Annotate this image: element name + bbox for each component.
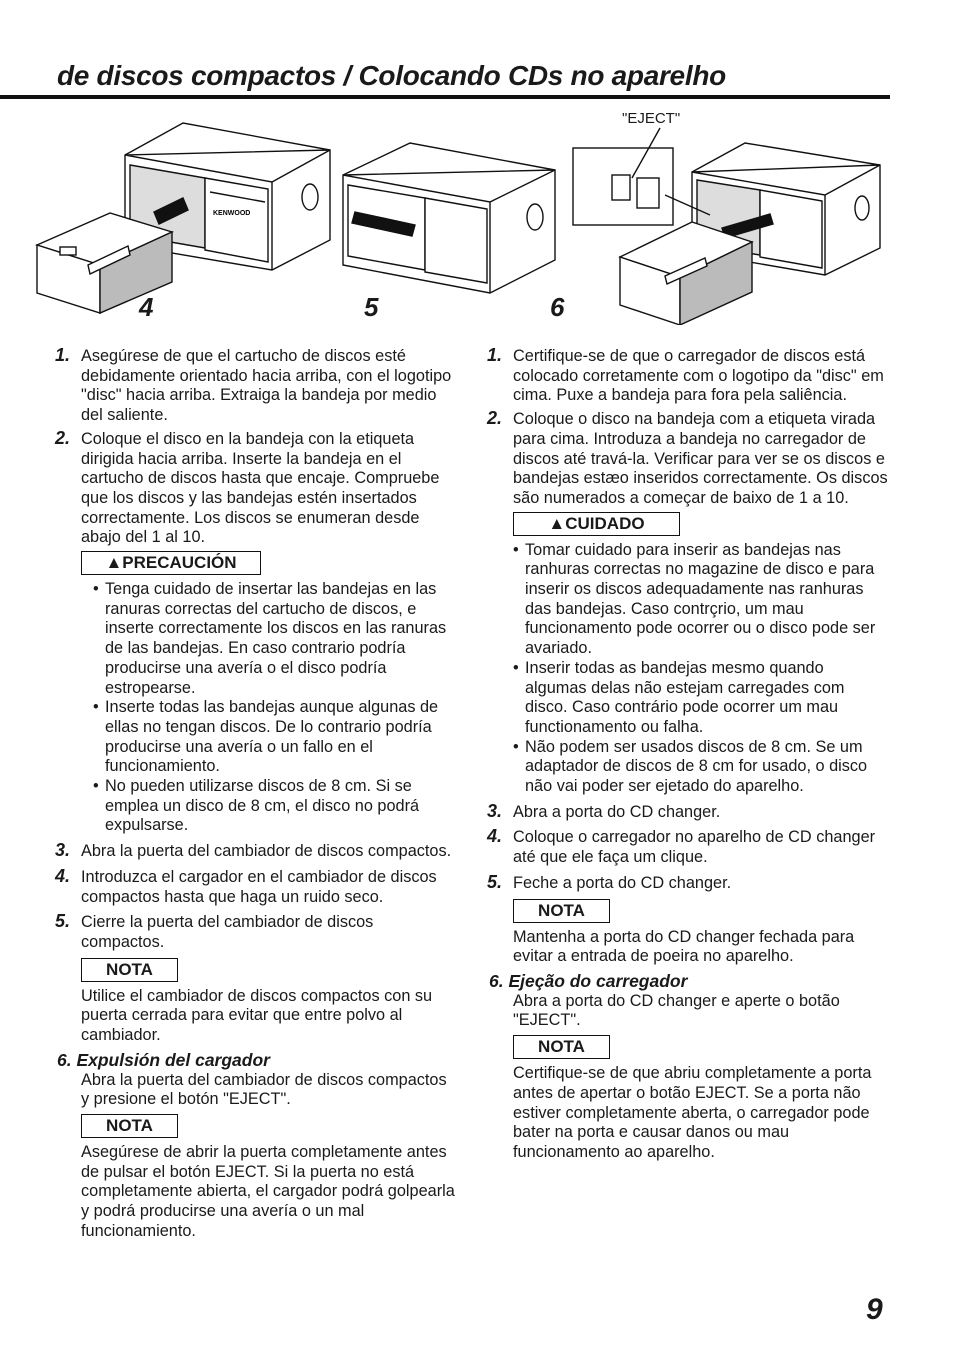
note-text: Mantenha a porta do CD changer fechada para evitar a entrada de poeira no aparelho. xyxy=(513,927,855,966)
list-item: 3. Abra la puerta del cambiador de discos compactos. xyxy=(55,840,452,861)
section-heading: 6. Ejeção do carregador xyxy=(489,970,688,991)
page-number: 9 xyxy=(866,1293,883,1326)
caution-bullet: • Tomar cuidado para inserir as bandejas nas ranhuras correctas no magazine de disco e para inserir os discos adequadamente nas ranhuras das bandejas. Caso contrçrio, um mau funcionamento pode ocorrer ou o disco pode ser avariado. xyxy=(513,540,876,658)
caution-bullet: • No pueden utilizarse discos de 8 cm. Si se emplea un disco de 8 cm, el disco no podrá expulsarse. xyxy=(93,777,420,835)
note-text: Certifique-se de que abriu completamente a porta antes de apertar o botão EJECT. Se a porta não estiver completamente aberta, o carregador pode bater na porta e causar danos ou mau funcionamento ao aparelho. xyxy=(513,1064,872,1161)
step-6-label: 6 xyxy=(550,292,565,322)
list-item: 1. Asegúrese de que el cartucho de discos esté debidamente orientado hacia arriba, con el logotipo "disc" hacia arriba. Extraiga la bandeja por medio del saliente. xyxy=(55,345,452,425)
eject-label: "EJECT" xyxy=(622,110,681,127)
note-box: NOTA xyxy=(513,1035,610,1059)
section-text: Abra la puerta del cambiador de discos compactos y presione el botón "EJECT". xyxy=(81,1070,447,1109)
list-item: 2. Coloque el disco en la bandeja con la etiqueta dirigida hacia arriba. Inserte la bandeja en el cartucho de discos hasta que encaje. Compruebe que los discos y las bandejas estén insertados correctamente. Los discos se enumeran desde abajo del 1 al 10. xyxy=(55,427,440,547)
list-item: 4. Coloque o carregador no aparelho de CD changer até que ele faça um clique. xyxy=(487,826,876,867)
title-rule xyxy=(0,95,890,99)
section-heading: 6. Expulsión del cargador xyxy=(57,1049,270,1070)
list-item: 3. Abra a porta do CD changer. xyxy=(487,800,721,821)
note-box: NOTA xyxy=(81,1114,178,1138)
section-text: Abra a porta do CD changer e aperte o botão "EJECT". xyxy=(513,991,840,1030)
portuguese-column xyxy=(489,347,889,1163)
list-item: 4. Introduzca el cargador en el cambiador de discos compactos hasta que haga un ruido seco. xyxy=(55,865,437,906)
note-box: NOTA xyxy=(81,958,178,982)
step-4-label: 4 xyxy=(139,292,154,322)
note-text: Utilice el cambiador de discos compactos con su puerta cerrada para evitar que entre polvo al cambiador. xyxy=(81,986,433,1045)
caution-box: ▲PRECAUCIÓN xyxy=(81,551,261,575)
caution-box: ▲CUIDADO xyxy=(513,512,680,536)
caution-bullet: • Inserir todas as bandejas mesmo quando algumas delas não estejam carregades com disco. Caso contrário pode ocorrer um mau functionamento ou falha. xyxy=(513,658,845,736)
brand-logo: KENWOOD xyxy=(213,210,251,217)
list-item: 5. Feche a porta do CD changer. xyxy=(487,871,732,892)
list-item: 5. Cierre la puerta del cambiador de discos compactos. xyxy=(55,911,374,951)
step-5-label: 5 xyxy=(364,292,379,322)
caution-bullet: • Tenga cuidado de insertar las bandejas en las ranuras correctas del cartucho de discos, e inserte correctamente los discos en las ranuras de las bandejas. En caso contrario podría producirse una avería o el disco podría estropearse. xyxy=(93,580,447,697)
note-text: Asegúrese de abrir la puerta completamente antes de pulsar el botón EJECT. Si la puerta no está completamente abierta, el cargador podrá golpearla y podrá producirse una avería o un mal funcionamiento. xyxy=(81,1142,455,1240)
note-box: NOTA xyxy=(513,899,610,923)
caution-bullet: • Não podem ser usados discos de 8 cm. Se um adaptador de discos de 8 cm for usado, o disco não vai poder ser ejetado do aparelho. xyxy=(513,737,868,796)
caution-bullet: • Inserte todas las bandejas aunque algunas de ellas no tengan discos. De lo contrario podría producirse una avería o un fallo en el funcionamiento. xyxy=(93,698,439,776)
spanish-column xyxy=(57,347,457,1241)
page-title: de discos compactos / Colocando CDs no aparelho xyxy=(57,60,726,91)
list-item: 2. Coloque o disco na bandeja com a etiqueta virada para cima. Introduza a bandeja no carregador de discos até travá-la. Verificar para ver se os discos e bandejas estæo inseridos correctamente. Os discos são numerados a começar de baixo de 1 a 10. xyxy=(487,408,888,507)
list-item: 1. Certifique-se de que o carregador de discos está colocado corretamente com o logotipo da "disc" em cima. Puxe a bandeja para fora pela saliência. xyxy=(487,345,884,405)
